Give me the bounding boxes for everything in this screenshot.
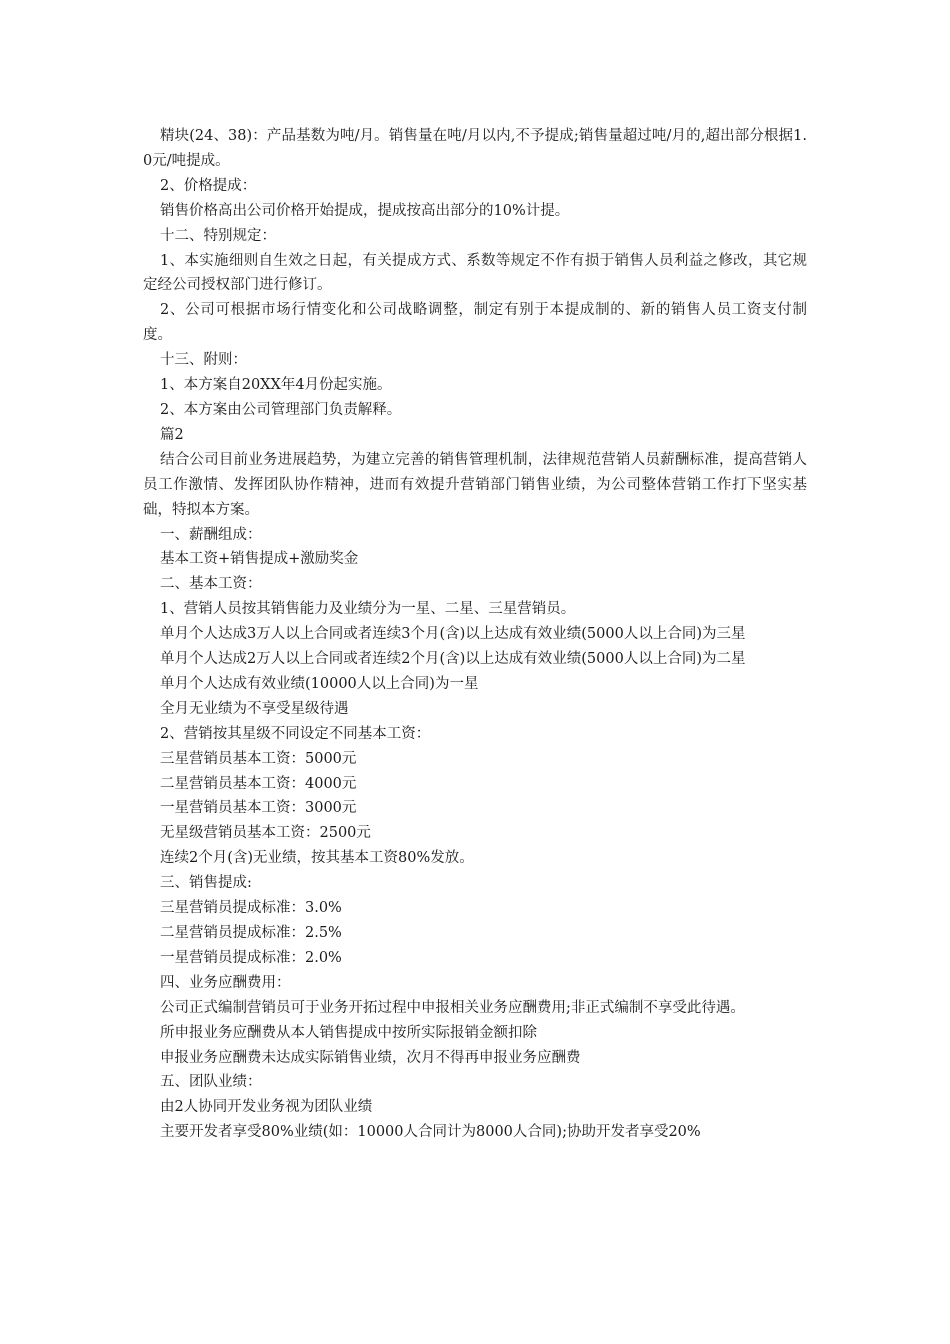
paragraph: 连续2个月(含)无业绩，按其基本工资80%发放。 (160, 850, 474, 867)
paragraph: 2、价格提成： (160, 177, 257, 194)
paragraph: 一星营销员提成标准：2.0% (160, 949, 342, 966)
paragraph: 1、本方案自20XX年4月份起实施。 (160, 377, 392, 394)
paragraph: 申报业务应酬费未达成实际销售业绩，次月不得再申报业务应酬费 (160, 1049, 581, 1066)
paragraph: 2、公司可根据市场行情变化和公司战略调整，制定有别于本提成制的、新的销售人员工资支付制度。 (143, 302, 807, 344)
paragraph: 公司正式编制营销员可于业务开拓过程中申报相关业务应酬费用;非正式编制不享受此待遇。 (160, 999, 745, 1016)
paragraph: 1、营销人员按其销售能力及业绩分为一星、二星、三星营销员。 (160, 601, 576, 618)
paragraph: 三星营销员提成标准：3.0% (160, 900, 342, 917)
section-heading: 五、团队业绩： (160, 1074, 262, 1091)
paragraph: 无星级营销员基本工资：2500元 (160, 825, 371, 842)
paragraph: 主要开发者享受80%业绩(如：10000人合同计为8000人合同);协助开发者享受20% (160, 1124, 701, 1141)
section-heading: 三、销售提成: (160, 875, 252, 892)
paragraph: 单月个人达成有效业绩(10000人以上合同)为一星 (160, 675, 479, 692)
chapter-heading: 篇2 (160, 426, 184, 443)
paragraph: 单月个人达成2万人以上合同或者连续2个月(含)以上达成有效业绩(5000人以上合同)为二星 (160, 651, 746, 668)
paragraph: 全月无业绩为不享受星级待遇 (160, 700, 349, 717)
section-heading: 十二、特别规定： (160, 227, 276, 244)
paragraph: 精块(24、38)：产品基数为吨/月。销售量在吨/月以内,不予提成;销售量超过吨/月的,超出部分根据1.0元/吨提成。 (143, 128, 807, 169)
paragraph: 二星营销员基本工资：4000元 (160, 775, 357, 792)
paragraph: 1、本实施细则自生效之日起，有关提成方式、系数等规定不作有损于销售人员利益之修改，其它规定经公司授权部门进行修订。 (143, 252, 807, 294)
section-heading: 十三、附则： (160, 352, 247, 369)
paragraph: 所申报业务应酬费从本人销售提成中按所实际报销金额扣除 (160, 1024, 537, 1041)
paragraph: 2、营销按其星级不同设定不同基本工资： (160, 725, 431, 742)
paragraph: 由2人协同开发业务视为团队业绩 (160, 1099, 373, 1116)
paragraph: 2、本方案由公司管理部门负责解释。 (160, 401, 402, 418)
section-heading: 一、薪酬组成： (160, 526, 262, 543)
paragraph: 结合公司目前业务进展趋势，为建立完善的销售管理机制，法律规范营销人员薪酬标准，提高营销人员工作激情、发挥团队协作精神，进而有效提升营销部门销售业绩，为公司整体营销工作打下坚实基础，特拟本方案。 (143, 451, 807, 518)
paragraph: 单月个人达成3万人以上合同或者连续3个月(含)以上达成有效业绩(5000人以上合同)为三星 (160, 626, 746, 643)
document-page (143, 124, 807, 1145)
section-heading: 二、基本工资： (160, 576, 262, 593)
paragraph: 二星营销员提成标准：2.5% (160, 925, 342, 941)
paragraph: 一星营销员基本工资：3000元 (160, 800, 357, 817)
section-heading: 四、业务应酬费用： (160, 974, 291, 991)
paragraph: 基本工资+销售提成+激励奖金 (160, 551, 359, 568)
paragraph: 销售价格高出公司价格开始提成，提成按高出部分的10%计提。 (160, 202, 570, 219)
paragraph: 三星营销员基本工资：5000元 (160, 750, 357, 767)
